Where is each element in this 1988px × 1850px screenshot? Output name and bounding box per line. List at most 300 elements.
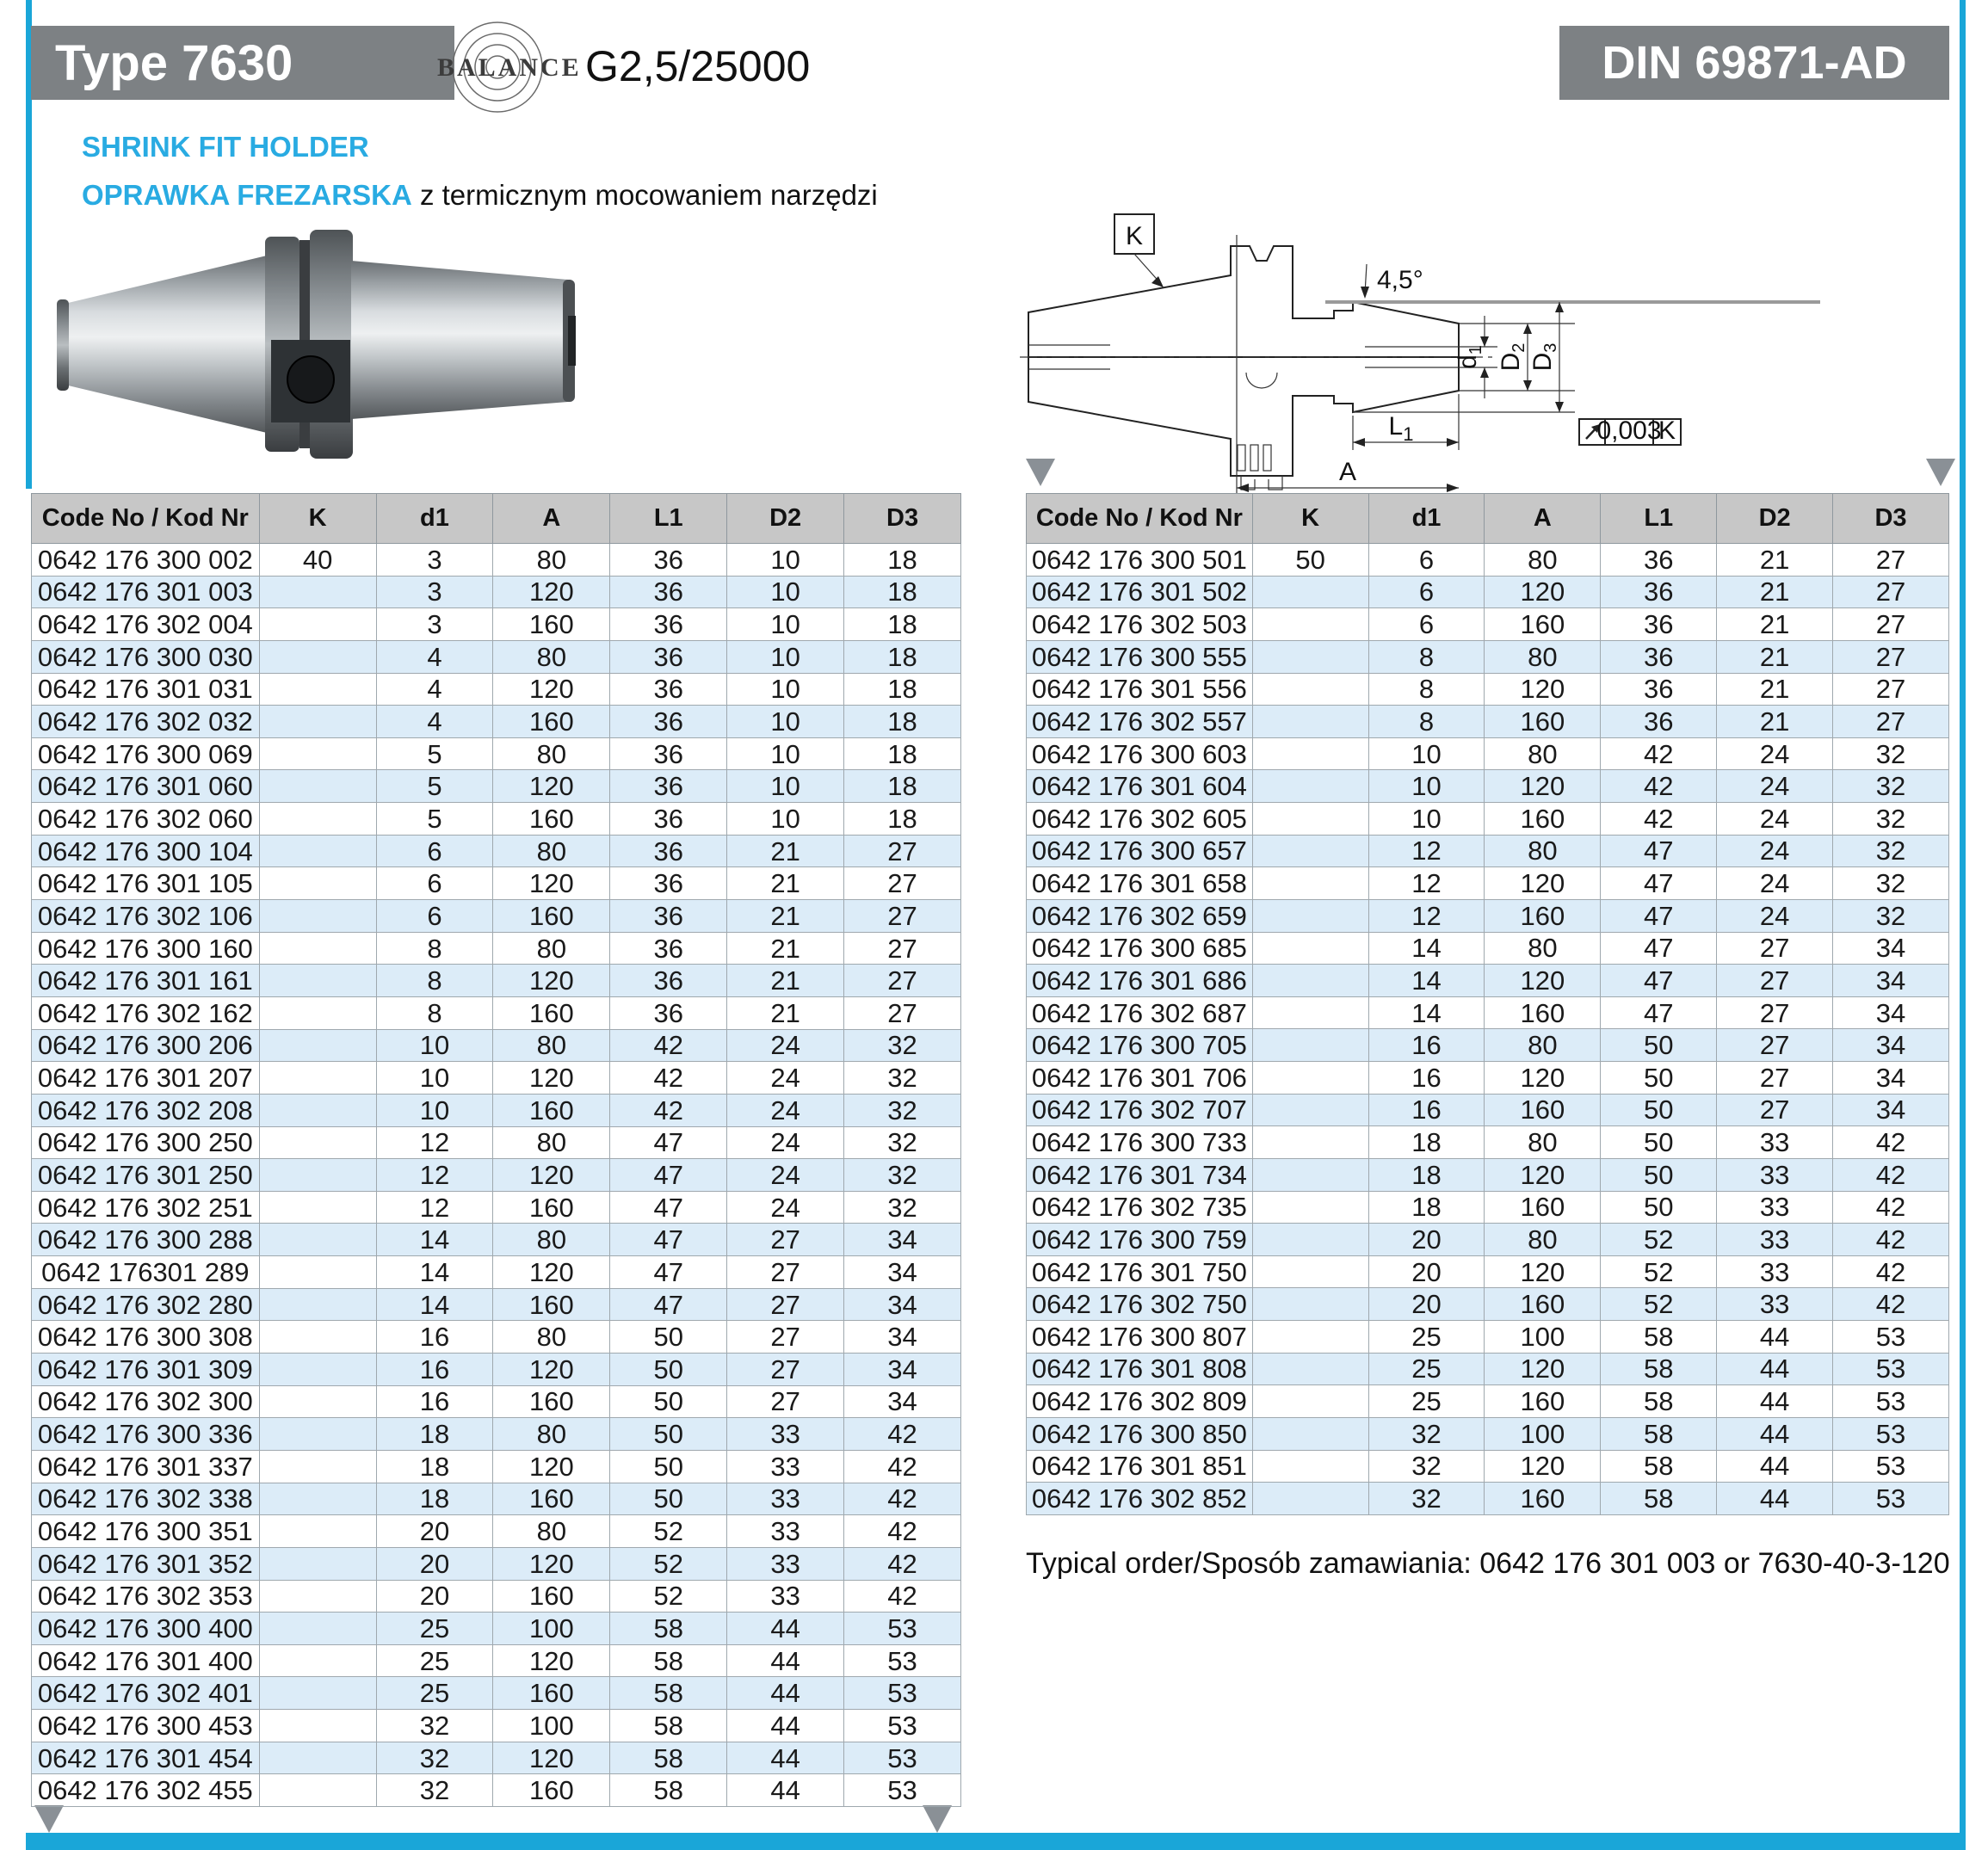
value-cell: 42 (610, 1094, 727, 1126)
code-cell: 0642 176 300 850 (1027, 1417, 1253, 1450)
code-cell: 0642 176 300 002 (32, 544, 260, 577)
value-cell: 27 (1833, 673, 1949, 706)
value-cell: 47 (1601, 899, 1717, 932)
table-row (1027, 1353, 1949, 1385)
code-cell: 0642 176 302 735 (1027, 1191, 1253, 1224)
code-cell: 0642 176 302 557 (1027, 706, 1253, 738)
table-row (32, 965, 961, 997)
table-row (32, 1029, 961, 1062)
value-cell: 21 (1717, 608, 1833, 641)
value-cell: 18 (1368, 1126, 1485, 1159)
value-cell: 52 (1601, 1288, 1717, 1321)
table-row (1027, 1191, 1949, 1224)
balance-spec: G2,5/25000 (585, 42, 811, 90)
value-cell (259, 1677, 376, 1710)
code-cell: 0642 176 300 555 (1027, 640, 1253, 673)
table-row (32, 770, 961, 803)
title-polish (82, 179, 878, 212)
value-cell: 27 (1717, 932, 1833, 965)
value-cell: 32 (844, 1191, 961, 1224)
value-cell (259, 706, 376, 738)
value-cell: 16 (1368, 1029, 1485, 1062)
value-cell (1252, 899, 1368, 932)
value-cell: 58 (610, 1613, 727, 1645)
value-cell (1252, 1191, 1368, 1224)
d2-arrow-top (1523, 324, 1532, 334)
value-cell (259, 1515, 376, 1548)
value-cell: 18 (844, 737, 961, 770)
code-cell: 0642 176 301 400 (32, 1644, 260, 1677)
value-cell (259, 1126, 376, 1159)
value-cell: 120 (493, 867, 610, 900)
value-cell (259, 576, 376, 608)
value-cell: 34 (1833, 965, 1949, 997)
value-cell: 14 (376, 1256, 493, 1289)
product-photo (52, 211, 602, 469)
value-cell: 27 (844, 867, 961, 900)
value-cell (259, 1256, 376, 1289)
value-cell: 10 (727, 803, 844, 836)
value-cell: 50 (1601, 1062, 1717, 1095)
code-cell: 0642 176 302 503 (1027, 608, 1253, 641)
value-cell: 42 (1601, 737, 1717, 770)
technical-drawing (1016, 202, 1842, 499)
table-row (1027, 737, 1949, 770)
value-cell: 20 (1368, 1255, 1485, 1288)
code-cell: 0642 176 301 161 (32, 965, 260, 997)
value-cell: 27 (1833, 576, 1949, 608)
value-cell: 120 (1485, 770, 1601, 803)
value-cell: 14 (376, 1288, 493, 1321)
value-cell: 10 (376, 1029, 493, 1062)
code-cell: 0642 176 302 687 (1027, 996, 1253, 1029)
table-row (1027, 576, 1949, 608)
value-cell: 33 (1717, 1255, 1833, 1288)
code-cell: 0642 176 301 352 (32, 1547, 260, 1580)
value-cell: 18 (1368, 1191, 1485, 1224)
value-cell: 32 (1833, 803, 1949, 836)
value-cell: 50 (1601, 1029, 1717, 1062)
value-cell: 10 (727, 706, 844, 738)
value-cell: 24 (727, 1126, 844, 1159)
value-cell: 120 (1485, 673, 1601, 706)
value-cell: 27 (1717, 996, 1833, 1029)
value-cell: 20 (1368, 1224, 1485, 1256)
table-row (1027, 673, 1949, 706)
value-cell (1252, 1385, 1368, 1418)
value-cell: 47 (610, 1224, 727, 1256)
d3-arrow-bottom (1555, 402, 1564, 412)
right-accent-border (1960, 0, 1966, 1850)
value-cell: 120 (1485, 965, 1601, 997)
value-cell: 5 (376, 737, 493, 770)
table-row (32, 1191, 961, 1224)
value-cell (259, 900, 376, 933)
value-cell: 42 (1833, 1158, 1949, 1191)
value-cell: 20 (376, 1580, 493, 1613)
value-cell: 120 (1485, 576, 1601, 608)
k-leader-arrow (1151, 276, 1164, 287)
value-cell: 36 (610, 608, 727, 641)
value-cell (259, 1321, 376, 1354)
value-cell: 25 (376, 1613, 493, 1645)
value-cell: 44 (1717, 1417, 1833, 1450)
code-cell: 0642 176 300 069 (32, 737, 260, 770)
code-cell: 0642 176 300 759 (1027, 1224, 1253, 1256)
code-cell: 0642 176 300 030 (32, 640, 260, 673)
value-cell: 14 (1368, 932, 1485, 965)
table-row (1027, 867, 1949, 900)
value-cell: 18 (844, 803, 961, 836)
value-cell: 27 (1833, 608, 1949, 641)
value-cell: 120 (493, 770, 610, 803)
value-cell: 42 (1601, 803, 1717, 836)
value-cell: 120 (493, 673, 610, 706)
value-cell: 24 (1717, 737, 1833, 770)
value-cell: 34 (844, 1321, 961, 1354)
column-header: D3 (1833, 494, 1949, 544)
value-cell: 80 (1485, 544, 1601, 577)
value-cell: 21 (1717, 706, 1833, 738)
value-cell: 10 (727, 544, 844, 577)
value-cell: 32 (1368, 1417, 1485, 1450)
value-cell: 58 (1601, 1385, 1717, 1418)
value-cell (1252, 996, 1368, 1029)
value-cell: 34 (844, 1288, 961, 1321)
value-cell: 80 (493, 835, 610, 867)
value-cell (259, 1644, 376, 1677)
value-cell: 34 (1833, 1029, 1949, 1062)
code-cell: 0642 176 301 734 (1027, 1158, 1253, 1191)
value-cell: 50 (610, 1450, 727, 1483)
code-cell: 0642 176 302 032 (32, 706, 260, 738)
value-cell (1252, 1353, 1368, 1385)
code-cell: 0642 176 301 003 (32, 576, 260, 608)
code-cell: 0642 176 300 685 (1027, 932, 1253, 965)
value-cell: 32 (1833, 770, 1949, 803)
code-cell: 0642 176 301 851 (1027, 1450, 1253, 1483)
type-label-box (31, 26, 454, 100)
value-cell: 27 (844, 932, 961, 965)
value-cell (1252, 932, 1368, 965)
value-cell: 53 (844, 1742, 961, 1774)
value-cell: 50 (610, 1483, 727, 1515)
table-row (32, 1126, 961, 1159)
value-cell: 42 (1833, 1255, 1949, 1288)
value-cell: 14 (1368, 996, 1485, 1029)
column-header: K (259, 494, 376, 544)
value-cell (259, 1288, 376, 1321)
value-cell (1252, 608, 1368, 641)
type-label: Type 7630 (55, 34, 293, 91)
value-cell: 120 (1485, 1450, 1601, 1483)
value-cell (259, 1062, 376, 1095)
value-cell: 21 (727, 965, 844, 997)
column-header: D2 (727, 494, 844, 544)
table-row (32, 1385, 961, 1418)
value-cell (1252, 1255, 1368, 1288)
value-cell: 44 (727, 1710, 844, 1742)
value-cell: 53 (844, 1677, 961, 1710)
value-cell: 21 (1717, 673, 1833, 706)
value-cell: 80 (1485, 1126, 1601, 1159)
value-cell: 36 (1601, 706, 1717, 738)
table-row (32, 1094, 961, 1126)
value-cell: 27 (727, 1385, 844, 1418)
code-cell: 0642 176 300 705 (1027, 1029, 1253, 1062)
value-cell: 58 (610, 1677, 727, 1710)
value-cell: 160 (1485, 1191, 1601, 1224)
value-cell: 32 (844, 1159, 961, 1192)
value-cell: 120 (493, 965, 610, 997)
value-cell: 47 (610, 1126, 727, 1159)
value-cell: 42 (1833, 1126, 1949, 1159)
value-cell (1252, 1224, 1368, 1256)
value-cell (259, 1385, 376, 1418)
value-cell: 42 (1833, 1191, 1949, 1224)
value-cell: 33 (727, 1418, 844, 1451)
code-cell: 0642 176 302 455 (32, 1774, 260, 1807)
value-cell: 160 (1485, 1288, 1601, 1321)
value-cell (1252, 1450, 1368, 1483)
value-cell: 50 (610, 1354, 727, 1386)
code-cell: 0642 176 302 106 (32, 900, 260, 933)
value-cell: 12 (1368, 867, 1485, 900)
value-cell: 50 (1601, 1158, 1717, 1191)
value-cell: 58 (1601, 1417, 1717, 1450)
value-cell: 18 (844, 544, 961, 577)
value-cell: 4 (376, 706, 493, 738)
code-cell: 0642 176 300 453 (32, 1710, 260, 1742)
value-cell (259, 1191, 376, 1224)
value-cell: 27 (727, 1321, 844, 1354)
value-cell: 100 (1485, 1417, 1601, 1450)
value-cell: 36 (610, 835, 727, 867)
typical-order-note: Typical order/Sposób zamawiania: 0642 176 301 003 or 7630-40-3-120 (1026, 1547, 1950, 1580)
value-cell: 160 (1485, 803, 1601, 836)
value-cell: 27 (844, 900, 961, 933)
value-cell: 44 (1717, 1353, 1833, 1385)
value-cell: 36 (1601, 576, 1717, 608)
table-row (32, 1321, 961, 1354)
code-cell: 0642 176 301 556 (1027, 673, 1253, 706)
value-cell: 4 (376, 640, 493, 673)
value-cell: 18 (844, 640, 961, 673)
value-cell: 34 (844, 1224, 961, 1256)
value-cell: 50 (610, 1385, 727, 1418)
value-cell: 12 (1368, 899, 1485, 932)
table-row (1027, 544, 1949, 577)
value-cell: 21 (727, 932, 844, 965)
d3-label: $D_3$ (1528, 342, 1560, 372)
value-cell (259, 1094, 376, 1126)
value-cell: 32 (844, 1029, 961, 1062)
value-cell: 120 (1485, 1255, 1601, 1288)
value-cell: 53 (844, 1774, 961, 1807)
code-cell: 0642 176 300 657 (1027, 835, 1253, 867)
value-cell: 42 (610, 1029, 727, 1062)
value-cell: 6 (376, 900, 493, 933)
value-cell: 12 (1368, 835, 1485, 867)
value-cell: 27 (727, 1224, 844, 1256)
value-cell: 24 (1717, 899, 1833, 932)
value-cell: 34 (1833, 996, 1949, 1029)
value-cell: 20 (376, 1515, 493, 1548)
left-spec-table (31, 493, 961, 1807)
code-cell: 0642 176 302 809 (1027, 1385, 1253, 1418)
value-cell (259, 1354, 376, 1386)
value-cell: 80 (493, 1321, 610, 1354)
value-cell: 47 (610, 1159, 727, 1192)
value-cell (259, 737, 376, 770)
value-cell (1252, 1094, 1368, 1126)
table-row (32, 1288, 961, 1321)
value-cell: 8 (376, 932, 493, 965)
table-row (1027, 1288, 1949, 1321)
value-cell: 24 (1717, 867, 1833, 900)
value-cell: 120 (493, 1062, 610, 1095)
value-cell: 80 (493, 640, 610, 673)
value-cell (1252, 737, 1368, 770)
table-row (32, 673, 961, 706)
value-cell: 6 (1368, 544, 1485, 577)
value-cell: 53 (1833, 1417, 1949, 1450)
value-cell: 52 (1601, 1224, 1717, 1256)
table-row (32, 1515, 961, 1548)
table-row (32, 640, 961, 673)
column-header: D3 (844, 494, 961, 544)
value-cell: 36 (610, 673, 727, 706)
column-header: d1 (1368, 494, 1485, 544)
value-cell: 80 (493, 544, 610, 577)
value-cell: 44 (1717, 1450, 1833, 1483)
value-cell: 53 (1833, 1353, 1949, 1385)
table-row (1027, 1158, 1949, 1191)
value-cell: 53 (844, 1644, 961, 1677)
code-cell: 0642 176 301 454 (32, 1742, 260, 1774)
value-cell: 16 (376, 1321, 493, 1354)
value-cell: 120 (493, 1159, 610, 1192)
value-cell: 50 (610, 1418, 727, 1451)
value-cell: 10 (727, 608, 844, 641)
code-cell: 0642 176 302 659 (1027, 899, 1253, 932)
code-cell: 0642 176 300 733 (1027, 1126, 1253, 1159)
value-cell: 34 (844, 1354, 961, 1386)
value-cell: 36 (1601, 608, 1717, 641)
value-cell (259, 673, 376, 706)
table-row (1027, 1029, 1949, 1062)
value-cell: 25 (1368, 1353, 1485, 1385)
table-row (1027, 899, 1949, 932)
value-cell (1252, 1321, 1368, 1354)
value-cell: 36 (610, 640, 727, 673)
value-cell: 18 (376, 1418, 493, 1451)
value-cell (1252, 673, 1368, 706)
value-cell: 58 (610, 1742, 727, 1774)
value-cell (259, 1418, 376, 1451)
code-cell: 0642 176 301 309 (32, 1354, 260, 1386)
value-cell: 80 (493, 1515, 610, 1548)
column-header: D2 (1717, 494, 1833, 544)
value-cell: 33 (1717, 1224, 1833, 1256)
value-cell: 18 (1368, 1158, 1485, 1191)
value-cell: 120 (1485, 1158, 1601, 1191)
value-cell: 80 (1485, 1029, 1601, 1062)
value-cell: 120 (1485, 1062, 1601, 1095)
l1-arrow-left (1353, 438, 1365, 447)
value-cell: 160 (493, 1677, 610, 1710)
value-cell: 18 (844, 673, 961, 706)
table-row (32, 835, 961, 867)
table-row (32, 867, 961, 900)
value-cell: 42 (844, 1418, 961, 1451)
value-cell: 6 (1368, 576, 1485, 608)
value-cell: 50 (1601, 1191, 1717, 1224)
value-cell: 58 (610, 1774, 727, 1807)
value-cell: 36 (610, 803, 727, 836)
value-cell: 160 (493, 1288, 610, 1321)
value-cell: 50 (1601, 1126, 1717, 1159)
value-cell: 80 (1485, 737, 1601, 770)
value-cell: 3 (376, 544, 493, 577)
value-cell: 58 (1601, 1353, 1717, 1385)
value-cell: 160 (493, 1385, 610, 1418)
value-cell: 24 (727, 1094, 844, 1126)
code-cell: 0642 176 302 208 (32, 1094, 260, 1126)
code-cell: 0642 176 301 337 (32, 1450, 260, 1483)
value-cell: 80 (493, 1418, 610, 1451)
down-triangle-marker (34, 1805, 64, 1833)
value-cell: 80 (1485, 640, 1601, 673)
value-cell: 3 (376, 576, 493, 608)
a-label: A (1338, 458, 1357, 486)
value-cell: 32 (376, 1774, 493, 1807)
value-cell (259, 1159, 376, 1192)
table-row (32, 1159, 961, 1192)
value-cell: 120 (493, 1742, 610, 1774)
column-header: L1 (610, 494, 727, 544)
code-cell: 0642 176301 289 (32, 1256, 260, 1289)
value-cell: 32 (1368, 1450, 1485, 1483)
value-cell: 32 (1833, 737, 1949, 770)
value-cell: 36 (610, 965, 727, 997)
value-cell (259, 1710, 376, 1742)
title-english: SHRINK FIT HOLDER (82, 131, 369, 163)
code-cell: 0642 176 300 104 (32, 835, 260, 867)
value-cell: 32 (844, 1094, 961, 1126)
value-cell (259, 1029, 376, 1062)
value-cell: 25 (1368, 1385, 1485, 1418)
table-row (32, 544, 961, 577)
code-cell: 0642 176 302 300 (32, 1385, 260, 1418)
value-cell: 18 (844, 770, 961, 803)
value-cell: 53 (844, 1710, 961, 1742)
value-cell (1252, 867, 1368, 900)
value-cell: 25 (1368, 1321, 1485, 1354)
value-cell: 58 (610, 1710, 727, 1742)
value-cell: 33 (727, 1450, 844, 1483)
value-cell: 12 (376, 1191, 493, 1224)
code-cell: 0642 176 301 750 (1027, 1255, 1253, 1288)
angle-arrowhead (1361, 287, 1369, 299)
value-cell (259, 1774, 376, 1807)
value-cell: 80 (1485, 835, 1601, 867)
value-cell: 44 (727, 1644, 844, 1677)
angle-label: 4,5° (1377, 266, 1423, 294)
table-row (32, 706, 961, 738)
value-cell: 34 (1833, 932, 1949, 965)
value-cell: 50 (1601, 1094, 1717, 1126)
